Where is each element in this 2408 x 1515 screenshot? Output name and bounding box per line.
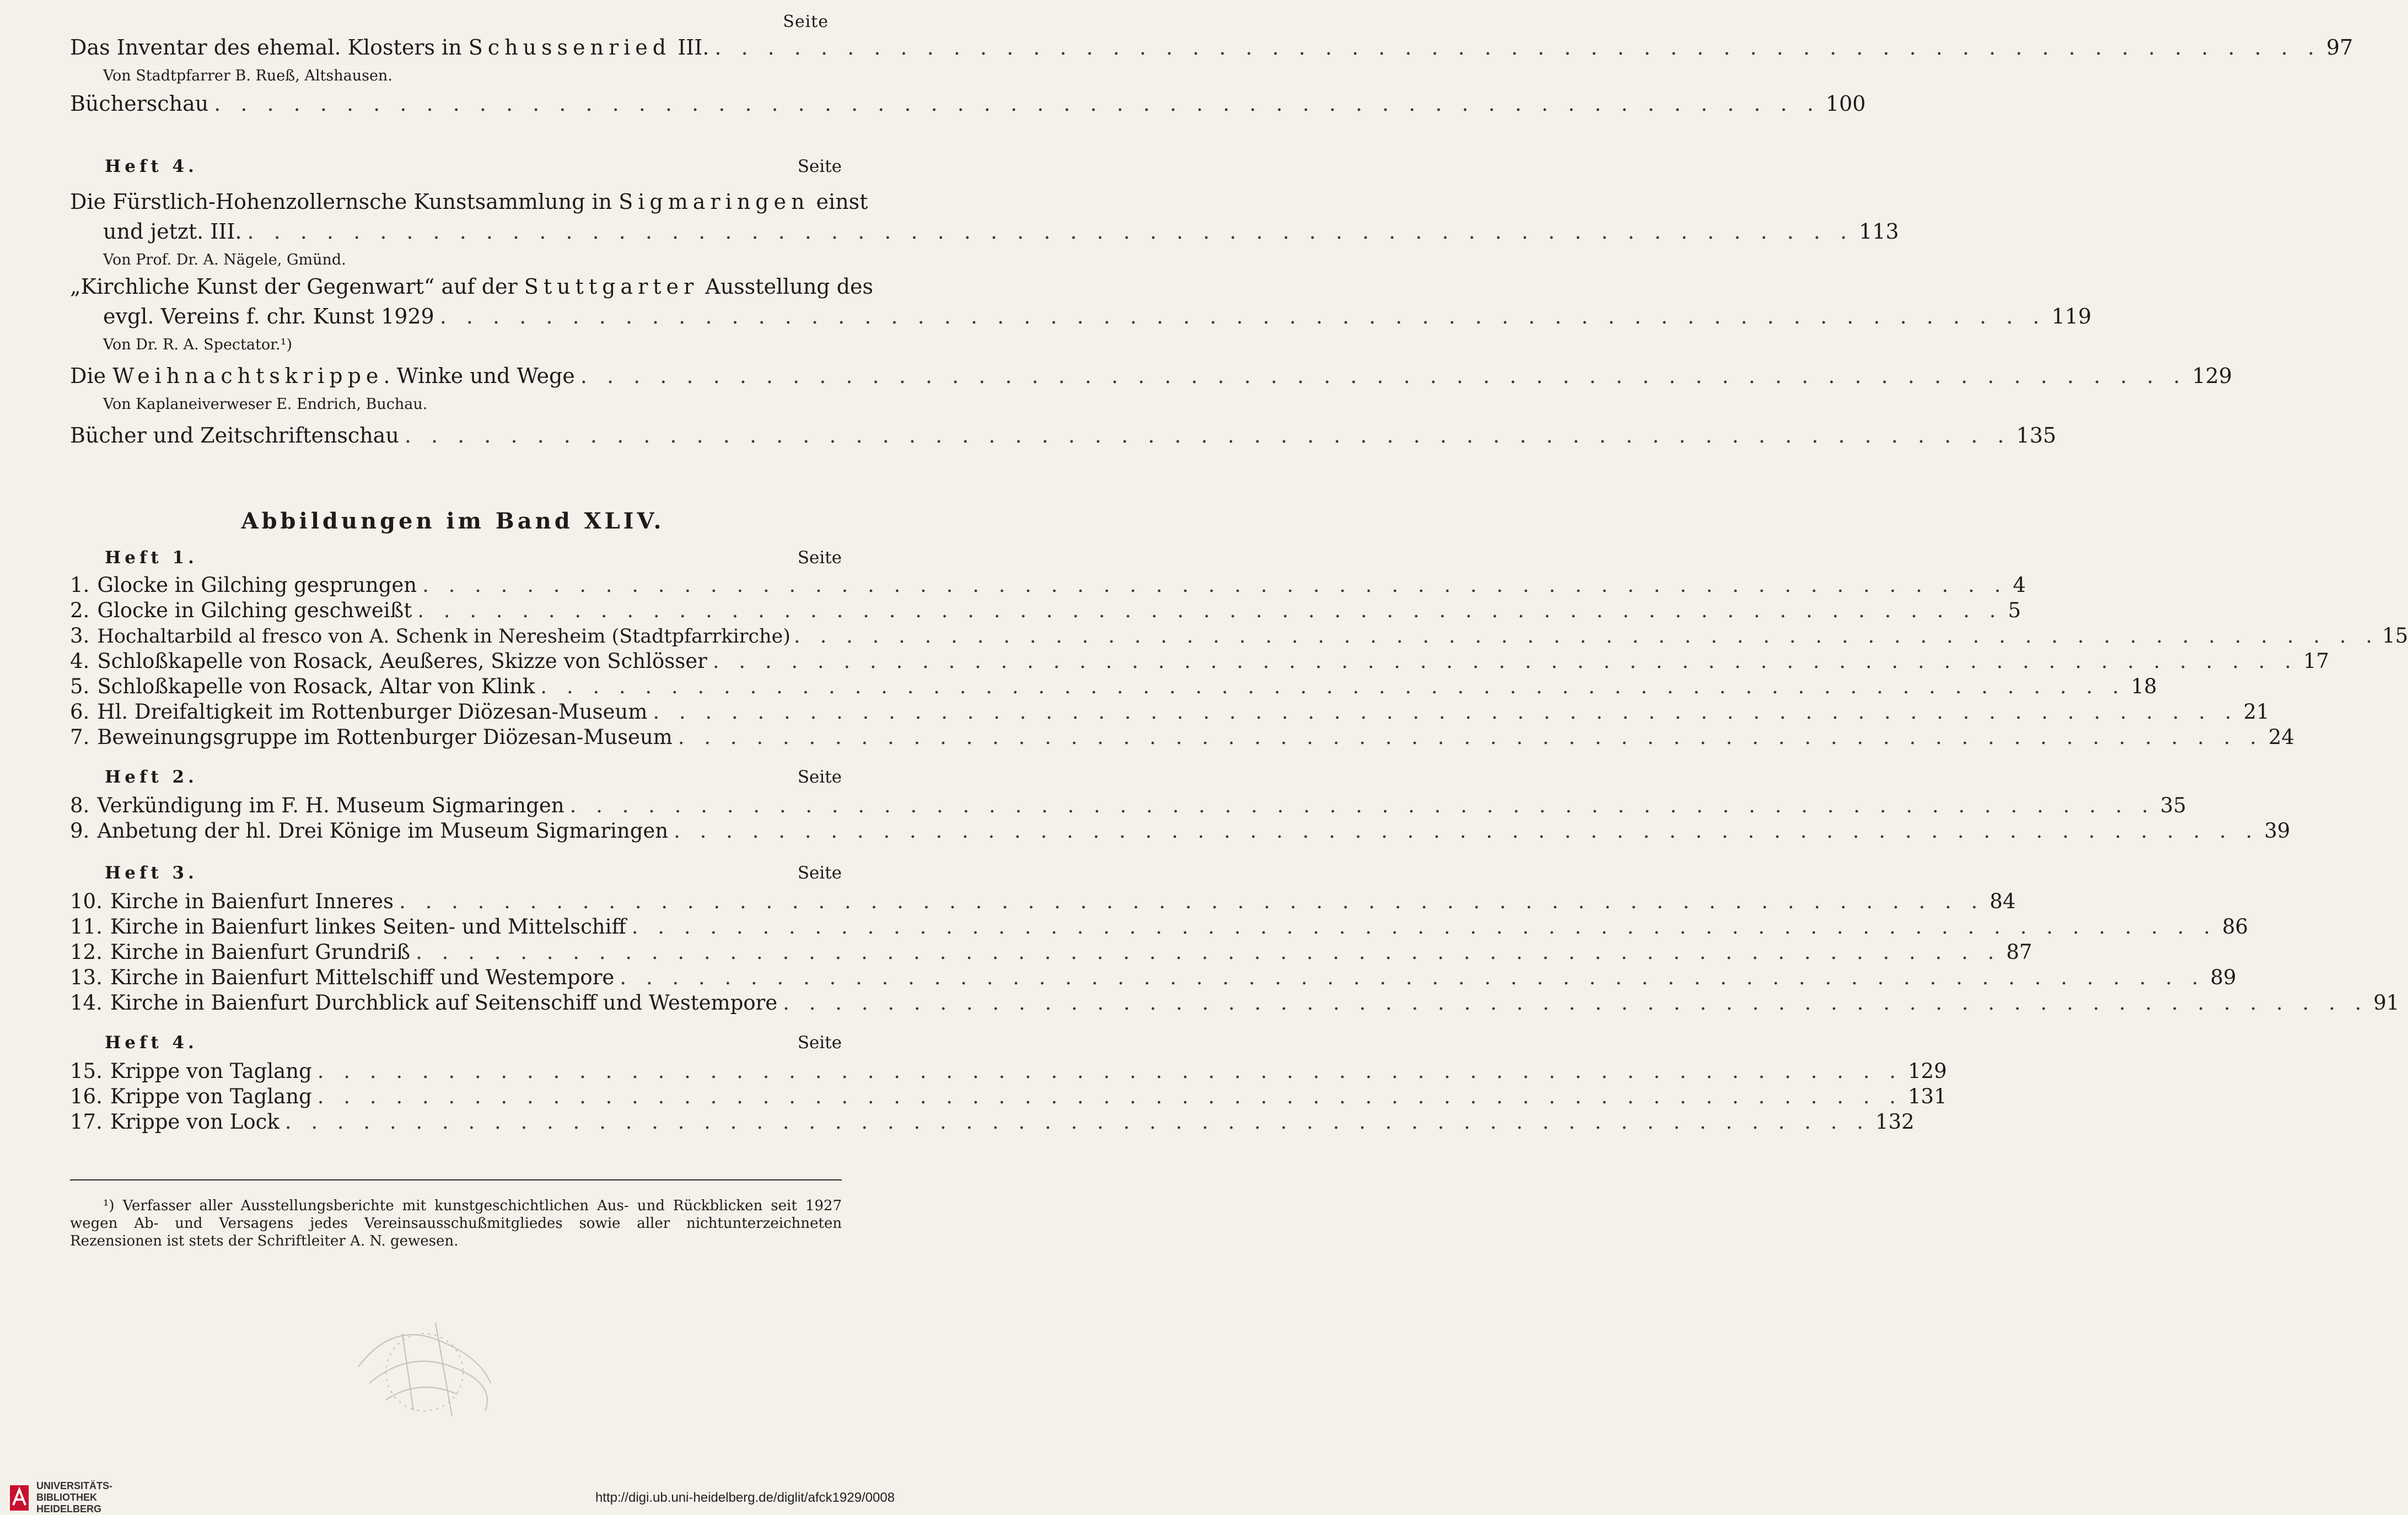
entry-title: Die Weihnachtskrippe. Winke und Wege: [70, 364, 575, 388]
figure-page: 17: [2303, 649, 2329, 673]
entry-page: 129: [2192, 364, 2232, 388]
leader-dots: . . . . . . . . . . . . . . . . . . . . . . . . . . . . . . . . . . . . . . . . . . . . . . . . . . . . . . . . . . . . .: [404, 423, 2011, 448]
heft-label: Heft 4.: [105, 1033, 198, 1053]
entry-author: Von Kaplaneiverweser E. Endrich, Buchau.: [103, 396, 428, 413]
figure-title: Verkündigung im F. H. Museum Sigmaringen: [97, 794, 565, 817]
section-heading: [105, 767, 842, 787]
entry-title: Die Fürstlich-Hohenzollernsche Kunstsammlung in Sigmaringen einst: [70, 190, 868, 214]
figure-item: [70, 700, 2270, 725]
section-heading: [105, 548, 842, 568]
toc-entry: [70, 423, 2056, 456]
figure-page: 4: [2013, 573, 2026, 597]
figure-number: 8.: [70, 794, 90, 817]
figure-item: [70, 725, 2294, 751]
figure-item: [70, 1110, 1915, 1135]
library-emblem-icon: [10, 1485, 29, 1511]
source-url[interactable]: http://digi.ub.uni-heidelberg.de/diglit/afck1929/0008: [595, 1490, 895, 1505]
leader-dots: . . . . . . . . . . . . . . . . . . . . . . . . . . . . . . . . . . . . . . . . . . . . . . . . . . . . . . . . . . . . .: [540, 675, 2126, 698]
leader-dots: . . . . . . . . . . . . . . . . . . . . . . . . . . . . . . . . . . . . . . . . . . . . . . . . . . . . . . . . . . . . .: [631, 915, 2217, 939]
section-heading: [105, 157, 842, 176]
figure-item: [70, 1085, 1947, 1110]
figure-title: Schloßkapelle von Rosack, Altar von Klink: [97, 675, 535, 698]
figure-title: Hochaltarbild al fresco von A. Schenk in Neresheim (Stadtpfarrkirche): [97, 626, 791, 648]
entry-title-continued: und jetzt. III.: [103, 219, 242, 244]
page-column-label: Seite: [797, 157, 842, 176]
leader-dots: . . . . . . . . . . . . . . . . . . . . . . . . . . . . . . . . . . . . . . . . . . . . . . . . . . . . . . . . . . . . .: [214, 91, 1820, 116]
figure-number: 2.: [70, 599, 90, 622]
entry-author: Von Stadtpfarrer B. Rueß, Altshausen.: [103, 67, 393, 84]
leader-dots: . . . . . . . . . . . . . . . . . . . . . . . . . . . . . . . . . . . . . . . . . . . . . . . . . . . . . . . . . . . . .: [653, 700, 2238, 724]
figure-page: 129: [1907, 1059, 1947, 1083]
figure-title: Schloßkapelle von Rosack, Aeußeres, Skizze von Schlösser: [97, 649, 707, 673]
footnote-text: Verfasser aller Ausstellungsberichte mit kunstgeschichtlichen Aus- und Rückblicken seit 1927 wegen Ab- und Versagens jedes Vereinsausschußmitgliedes sowie aller nichtunterzeichneten Rezensionen ist stets der Schriftleiter A. N. gewesen.: [70, 1198, 842, 1249]
figure-item: [70, 889, 2016, 915]
figure-title: Kirche in Baienfurt Inneres: [110, 889, 394, 913]
figure-page: 21: [2243, 700, 2270, 724]
figure-page: 131: [1907, 1085, 1947, 1108]
figure-item: [70, 649, 2329, 675]
figure-item: [70, 599, 2021, 624]
figure-page: 24: [2268, 725, 2294, 749]
logo-line: BIBLIOTHEK: [36, 1492, 97, 1503]
figure-item: [70, 1059, 1947, 1085]
figure-title: Kirche in Baienfurt linkes Seiten- und Mittelschiff: [110, 915, 626, 939]
leader-dots: . . . . . . . . . . . . . . . . . . . . . . . . . . . . . . . . . . . . . . . . . . . . . . . . . . . . . . . . . . . . .: [569, 794, 2155, 817]
leader-dots: . . . . . . . . . . . . . . . . . . . . . . . . . . . . . . . . . . . . . . . . . . . . . . . . . . . . . . . . . . . . .: [712, 649, 2298, 673]
library-stamp-mark: [325, 1301, 513, 1438]
figure-title: Krippe von Taglang: [110, 1085, 312, 1108]
figure-number: 16.: [70, 1085, 103, 1108]
figure-page: 18: [2131, 675, 2157, 698]
figure-title: Hl. Dreifaltigkeit im Rottenburger Diözesan-Museum: [97, 700, 648, 724]
leader-dots: . . . . . . . . . . . . . . . . . . . . . . . . . . . . . . . . . . . . . . . . . . . . . . . . . . . . . . . . . . . . .: [793, 624, 2379, 648]
leader-dots: . . . . . . . . . . . . . . . . . . . . . . . . . . . . . . . . . . . . . . . . . . . . . . . . . . . . . . . . . . . . .: [678, 725, 2263, 749]
figure-number: 4.: [70, 649, 90, 673]
figure-item: [70, 915, 2248, 940]
entry-page: 97: [2326, 35, 2353, 60]
figure-item: [70, 966, 2237, 991]
page-column-label: Seite: [797, 1033, 842, 1053]
figure-page: 89: [2210, 966, 2237, 989]
figure-number: 13.: [70, 966, 103, 989]
leader-dots: . . . . . . . . . . . . . . . . . . . . . . . . . . . . . . . . . . . . . . . . . . . . . . . . . . . . . . . . . . . . .: [247, 219, 1854, 244]
entry-title: Das Inventar des ehemal. Klosters in Schussenried III.: [70, 35, 710, 60]
figure-item: [70, 573, 2026, 599]
toc-entry: [70, 274, 2092, 353]
heft-label: Heft 2.: [105, 767, 198, 787]
entry-author: Von Dr. R. A. Spectator.¹): [103, 336, 292, 353]
figure-title: Kirche in Baienfurt Durchblick auf Seitenschiff und Westempore: [110, 991, 778, 1015]
entry-title: „Kirchliche Kunst der Gegenwart“ auf der Stuttgarter Ausstellung des: [70, 274, 873, 299]
figure-number: 9.: [70, 819, 90, 843]
leader-dots: . . . . . . . . . . . . . . . . . . . . . . . . . . . . . . . . . . . . . . . . . . . . . . . . . . . . . . . . . . . . .: [399, 889, 1985, 913]
figure-number: 10.: [70, 889, 103, 913]
figure-number: 17.: [70, 1110, 103, 1134]
figure-title: Kirche in Baienfurt Grundriß: [110, 940, 411, 964]
toc-entry: [70, 35, 2353, 84]
toc-entry: [70, 364, 2232, 413]
leader-dots: . . . . . . . . . . . . . . . . . . . . . . . . . . . . . . . . . . . . . . . . . . . . . . . . . . . . . . . . . . . . .: [439, 304, 2046, 328]
footnote: [70, 1197, 842, 1250]
figure-title: Krippe von Taglang: [110, 1059, 312, 1083]
figure-number: 15.: [70, 1059, 103, 1083]
section-heading: [105, 863, 842, 883]
entry-title: Bücher und Zeitschriftenschau: [70, 423, 399, 448]
entry-page: 113: [1859, 219, 1899, 244]
leader-dots: . . . . . . . . . . . . . . . . . . . . . . . . . . . . . . . . . . . . . . . . . . . . . . . . . . . . . . . . . . . . .: [783, 991, 2368, 1015]
figure-page: 15: [2382, 624, 2408, 648]
leader-dots: . . . . . . . . . . . . . . . . . . . . . . . . . . . . . . . . . . . . . . . . . . . . . . . . . . . . . . . . . . . . .: [317, 1085, 1902, 1108]
page-column-label: Seite: [797, 767, 842, 787]
figure-number: 1.: [70, 573, 90, 597]
logo-line: UNIVERSITÄTS-: [36, 1480, 113, 1491]
toc-entry: [70, 91, 1866, 125]
entry-page: 135: [2016, 423, 2056, 448]
footnote-rule: [70, 1179, 842, 1180]
figure-item: [70, 991, 2400, 1016]
entry-page: 119: [2051, 304, 2092, 328]
figure-title: Kirche in Baienfurt Mittelschiff und Westempore: [110, 966, 615, 989]
page-column-label: Seite: [783, 12, 829, 31]
figure-number: 6.: [70, 700, 90, 724]
figure-page: 35: [2160, 794, 2186, 817]
leader-dots: . . . . . . . . . . . . . . . . . . . . . . . . . . . . . . . . . . . . . . . . . . . . . . . . . . . . . . . . . . . . .: [674, 819, 2259, 843]
logo-line: HEIDELBERG: [36, 1503, 102, 1514]
figure-page: 87: [2006, 940, 2033, 964]
figure-page: 91: [2373, 991, 2400, 1015]
figure-number: 7.: [70, 725, 90, 749]
heft-label: Heft 1.: [105, 548, 198, 568]
entry-title-continued: evgl. Vereins f. chr. Kunst 1929: [103, 304, 434, 328]
figure-title: Beweinungsgruppe im Rottenburger Diözesan-Museum: [97, 725, 673, 749]
leader-dots: . . . . . . . . . . . . . . . . . . . . . . . . . . . . . . . . . . . . . . . . . . . . . . . . . . . . . . . . . . . . .: [714, 35, 2321, 60]
figure-number: 3.: [70, 624, 90, 648]
figure-title: Glocke in Gilching gesprungen: [97, 573, 417, 597]
figure-number: 5.: [70, 675, 90, 698]
entry-title: Bücherschau: [70, 91, 209, 116]
figure-number: 14.: [70, 991, 103, 1015]
figure-number: 11.: [70, 915, 103, 939]
leader-dots: . . . . . . . . . . . . . . . . . . . . . . . . . . . . . . . . . . . . . . . . . . . . . . . . . . . . . . . . . . . . .: [416, 940, 2001, 964]
figure-item: [70, 794, 2186, 819]
figure-item: [70, 624, 2408, 649]
university-library-logo: [10, 1480, 112, 1515]
figure-title: Krippe von Lock: [110, 1110, 280, 1134]
figure-page: 84: [1990, 889, 2016, 913]
figure-item: [70, 675, 2157, 700]
figure-page: 132: [1875, 1110, 1915, 1134]
leader-dots: . . . . . . . . . . . . . . . . . . . . . . . . . . . . . . . . . . . . . . . . . . . . . . . . . . . . . . . . . . . . .: [417, 599, 2003, 622]
figure-item: [70, 940, 2033, 966]
figures-section-title: Abbildungen im Band XLIV.: [241, 508, 665, 534]
heft-label: Heft 4.: [105, 157, 198, 176]
leader-dots: . . . . . . . . . . . . . . . . . . . . . . . . . . . . . . . . . . . . . . . . . . . . . . . . . . . . . . . . . . . . .: [284, 1110, 1870, 1134]
figure-page: 39: [2264, 819, 2291, 843]
figure-title: Glocke in Gilching geschweißt: [97, 599, 412, 622]
entry-page: 100: [1825, 91, 1866, 116]
heft-label: Heft 3.: [105, 863, 198, 883]
leader-dots: . . . . . . . . . . . . . . . . . . . . . . . . . . . . . . . . . . . . . . . . . . . . . . . . . . . . . . . . . . . . .: [620, 966, 2205, 989]
figure-page: 86: [2222, 915, 2248, 939]
page-column-label: Seite: [797, 548, 842, 568]
figure-title: Anbetung der hl. Drei Könige im Museum Sigmaringen: [97, 819, 669, 843]
figure-number: 12.: [70, 940, 103, 964]
footnote-marker: ¹): [103, 1198, 115, 1214]
entry-author: Von Prof. Dr. A. Nägele, Gmünd.: [103, 251, 346, 268]
figure-item: [70, 819, 2291, 844]
toc-entry: [70, 190, 1899, 268]
page-column-label: Seite: [797, 863, 842, 883]
leader-dots: . . . . . . . . . . . . . . . . . . . . . . . . . . . . . . . . . . . . . . . . . . . . . . . . . . . . . . . . . . . . .: [317, 1059, 1902, 1083]
leader-dots: . . . . . . . . . . . . . . . . . . . . . . . . . . . . . . . . . . . . . . . . . . . . . . . . . . . . . . . . . . . . .: [422, 573, 2008, 597]
figure-page: 5: [2008, 599, 2021, 622]
section-heading: [105, 1033, 842, 1053]
leader-dots: . . . . . . . . . . . . . . . . . . . . . . . . . . . . . . . . . . . . . . . . . . . . . . . . . . . . . . . . . . . . .: [580, 364, 2187, 388]
